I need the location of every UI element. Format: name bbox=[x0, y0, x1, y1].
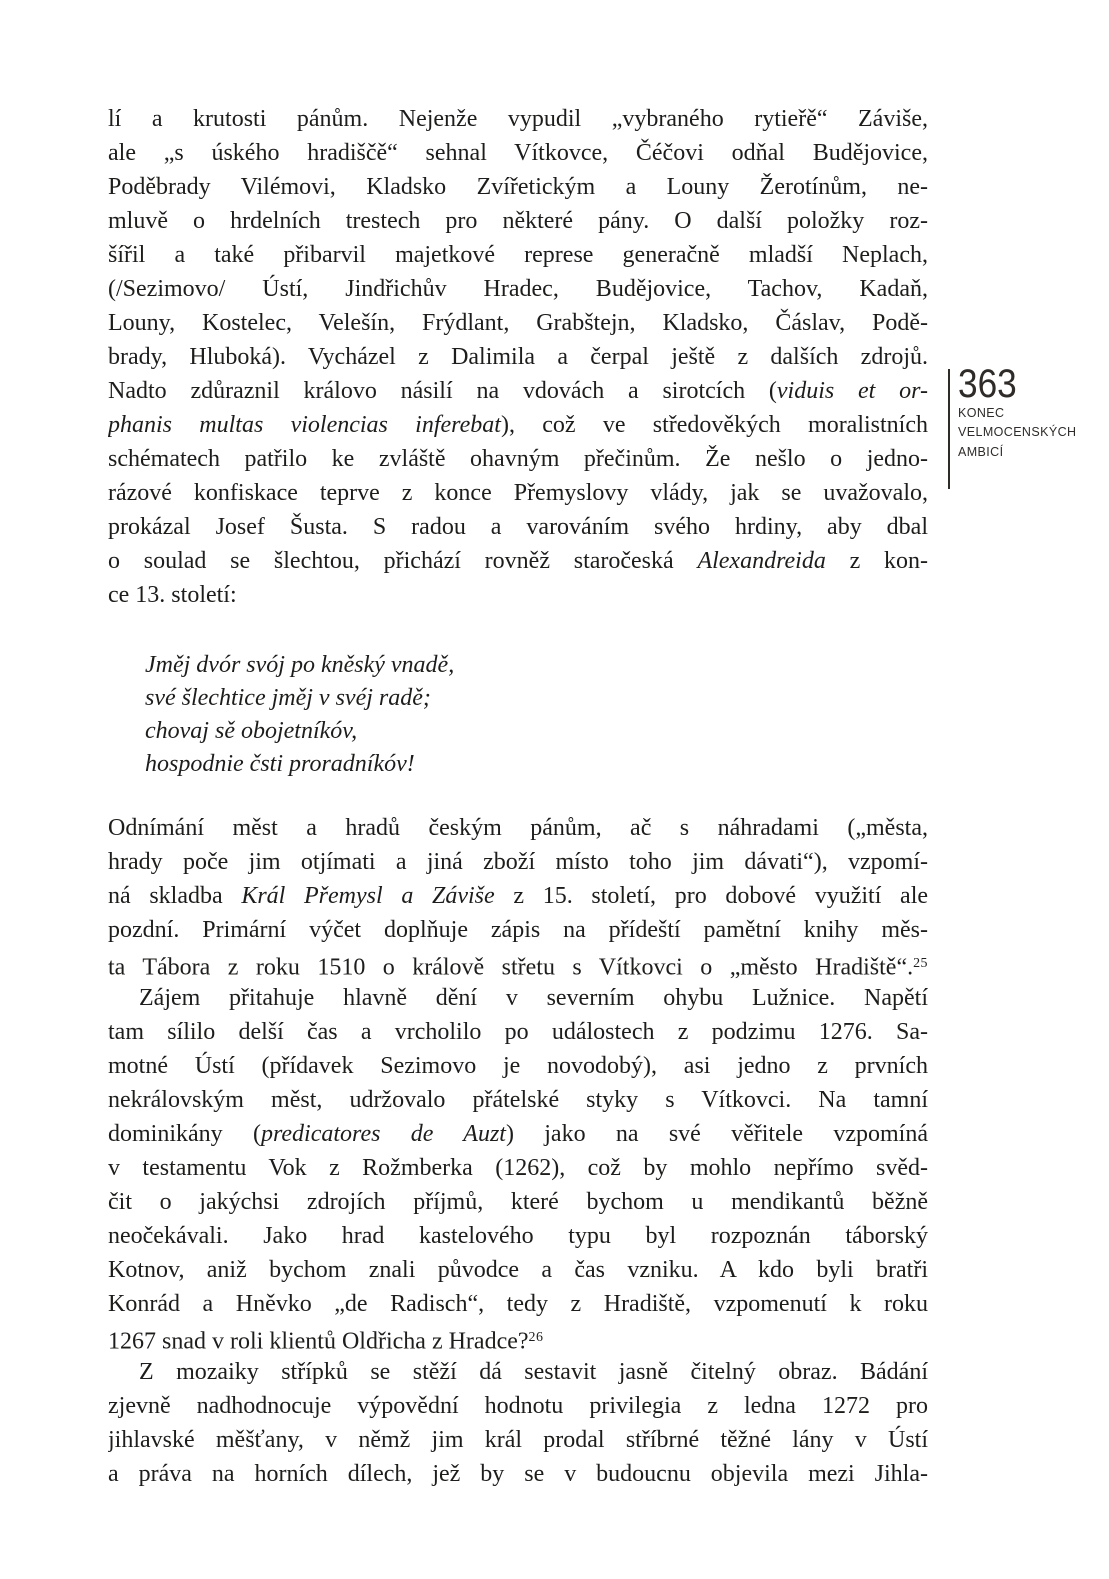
text-line bbox=[108, 913, 928, 947]
text-line bbox=[108, 1049, 928, 1083]
text-line bbox=[108, 408, 928, 442]
text-segment: Nadto zdůraznil královo násilí na vdovách a sirotcích ( bbox=[108, 378, 777, 404]
text-line bbox=[108, 1389, 928, 1423]
text-line bbox=[108, 442, 928, 476]
text-segment: ale „s úského hradiščě“ sehnal Vítkovce, Čéčovi odňal Budějovice, bbox=[108, 140, 928, 166]
text-line bbox=[108, 1219, 928, 1253]
text-segment: Konrád a Hněvko „de Radisch“, tedy z Hradiště, vzpomenutí k roku bbox=[108, 1291, 928, 1317]
text-line bbox=[108, 1151, 928, 1185]
text-line bbox=[145, 748, 928, 781]
text-segment: hospodnie čsti proradníkóv! bbox=[145, 751, 415, 777]
text-segment: v testamentu Vok z Rožmberka (1262), což by mohlo nepřímo svěd- bbox=[108, 1155, 928, 1181]
text-segment: ce 13. století: bbox=[108, 582, 237, 608]
text-segment: hrady poče jim otjímati a jiná zboží místo toho jim dávati“), vzpomí- bbox=[108, 849, 928, 875]
text-line bbox=[108, 1355, 928, 1389]
paragraph bbox=[108, 811, 928, 981]
text-segment: jihlavské měšťany, v němž jim král prodal stříbrné těžné lány v Ústí bbox=[108, 1427, 928, 1453]
text-line bbox=[108, 1015, 928, 1049]
text-line bbox=[108, 1321, 928, 1355]
text-segment: zjevně nadhodnocuje výpovědní hodnotu privilegia z ledna 1272 pro bbox=[108, 1393, 928, 1419]
text-line bbox=[108, 476, 928, 510]
text-line bbox=[108, 272, 928, 306]
text-segment: 1267 snad v roli klientů Oldřicha z Hradce? bbox=[108, 1328, 529, 1355]
text-segment: Louny, Kostelec, Velešín, Frýdlant, Grabštejn, Kladsko, Čáslav, Podě- bbox=[108, 310, 928, 336]
text-line bbox=[108, 374, 928, 408]
main-text-column bbox=[108, 102, 928, 1491]
text-segment: z kon- bbox=[825, 548, 928, 574]
text-line bbox=[108, 1423, 928, 1457]
text-segment: o soulad se šlechtou, přichází rovněž staročeská bbox=[108, 548, 698, 574]
italic-text: predicatores de Auzt bbox=[260, 1121, 506, 1147]
text-segment: Poděbrady Vilémovi, Kladsko Zvířetickým a Louny Žerotínům, ne- bbox=[108, 174, 928, 200]
paragraph bbox=[108, 102, 928, 612]
text-line bbox=[145, 682, 928, 715]
text-line bbox=[108, 102, 928, 136]
italic-text: viduis et or- bbox=[776, 378, 928, 404]
text-line bbox=[145, 715, 928, 748]
italic-text: Král Přemysl a Záviše bbox=[241, 883, 495, 909]
text-line bbox=[108, 947, 928, 981]
text-segment: motné Ústí (přídavek Sezimovo je novodobý), asi jedno z prvních bbox=[108, 1053, 928, 1079]
text-segment: Kotnov, aniž bychom znali původce a čas vzniku. A kdo byli bratři bbox=[108, 1257, 928, 1283]
running-header-line: VELMOCENSKÝCH bbox=[958, 425, 1077, 440]
text-segment: Odnímání měst a hradů českým pánům, ač s náhradami („města, bbox=[108, 815, 928, 841]
text-line bbox=[108, 340, 928, 374]
text-segment: své šlechtice jměj v svéj radě; bbox=[145, 685, 431, 711]
text-segment: ) jako na své věřitele vzpomíná bbox=[505, 1121, 928, 1147]
text-line bbox=[108, 578, 928, 612]
text-segment: ná skladba bbox=[108, 883, 242, 909]
text-segment: pozdní. Primární výčet doplňuje zápis na přídeští pamětní knihy měs- bbox=[108, 917, 928, 943]
text-line bbox=[108, 845, 928, 879]
paragraph bbox=[108, 981, 928, 1355]
text-segment: rázové konfiskace teprve z konce Přemyslovy vlády, jak se uvažovalo, bbox=[108, 480, 928, 506]
text-segment: dominikány ( bbox=[108, 1121, 261, 1147]
text-segment: prokázal Josef Šusta. S radou a varováním svého hrdiny, aby dbal bbox=[108, 514, 928, 540]
text-line bbox=[108, 879, 928, 913]
text-segment: Z mozaiky střípků se stěží dá sestavit jasně čitelný obraz. Bádání bbox=[139, 1359, 928, 1385]
text-segment: lí a krutosti pánům. Nejenže vypudil „vybraného rytieřě“ Záviše, bbox=[108, 106, 928, 132]
italic-text: phanis multas violencias inferebat bbox=[108, 412, 501, 438]
text-line bbox=[108, 544, 928, 578]
text-line bbox=[108, 1253, 928, 1287]
text-line bbox=[108, 811, 928, 845]
text-line bbox=[108, 306, 928, 340]
text-line bbox=[108, 136, 928, 170]
text-segment: šířil a také přibarvil majetkové represe generačně mladší Neplach, bbox=[108, 242, 928, 268]
margin-rule bbox=[948, 369, 950, 489]
text-segment: Jměj dvór svój po kněský vnadě, bbox=[145, 652, 455, 678]
text-line bbox=[145, 649, 928, 682]
text-line bbox=[108, 510, 928, 544]
text-line bbox=[108, 1457, 928, 1491]
text-segment: čit o jakýchsi zdrojích příjmů, které bychom u mendikantů běžně bbox=[108, 1189, 928, 1215]
footnote-ref: 26 bbox=[528, 1330, 544, 1345]
text-segment: tam sílilo delší čas a vrcholilo po událostech z podzimu 1276. Sa- bbox=[108, 1019, 928, 1045]
text-line bbox=[108, 981, 928, 1015]
text-line bbox=[108, 1083, 928, 1117]
text-line bbox=[108, 1287, 928, 1321]
footnote-ref: 25 bbox=[913, 956, 928, 971]
paragraph bbox=[108, 1355, 928, 1491]
text-line bbox=[108, 238, 928, 272]
text-segment: brady, Hluboká). Vycházel z Dalimila a čerpal ještě z dalších zdrojů. bbox=[108, 344, 928, 370]
text-segment: neočekávali. Jako hrad kastelového typu byl rozpoznán táborský bbox=[108, 1223, 928, 1249]
text-segment: Zájem přitahuje hlavně dění v severním ohybu Lužnice. Napětí bbox=[139, 985, 928, 1011]
running-header-line: AMBICÍ bbox=[958, 444, 1004, 459]
text-segment: ), což ve středověkých moralistních bbox=[500, 412, 928, 438]
text-segment: a práva na horních dílech, jež by se v budoucnu objevila mezi Jihla- bbox=[108, 1461, 928, 1487]
text-segment: schématech patřilo ke zvláště ohavným přečinům. Že nešlo o jedno- bbox=[108, 446, 928, 472]
text-segment: ta Tábora z roku 1510 o králově střetu s Vítkovci o „město Hradiště“. bbox=[108, 954, 914, 981]
page-number: 363 bbox=[958, 362, 1017, 406]
text-segment: chovaj sě obojetníkóv, bbox=[145, 718, 358, 744]
running-header-line: KONEC bbox=[958, 406, 1005, 420]
verse-quote bbox=[145, 649, 928, 781]
text-segment: mluvě o hrdelních trestech pro některé pány. O další položky roz- bbox=[108, 208, 928, 234]
text-line bbox=[108, 1117, 928, 1151]
italic-text: Alexandreida bbox=[697, 548, 826, 574]
text-line bbox=[108, 170, 928, 204]
text-line bbox=[108, 1185, 928, 1219]
text-line bbox=[108, 204, 928, 238]
text-segment: z 15. století, pro dobové využití ale bbox=[494, 883, 928, 909]
text-segment: (/Sezimovo/ Ústí, Jindřichův Hradec, Budějovice, Tachov, Kadaň, bbox=[108, 276, 928, 302]
text-segment: nekrálovským měst, udržovalo přátelské styky s Vítkovci. Na tamní bbox=[108, 1087, 928, 1113]
running-header bbox=[958, 404, 1076, 462]
